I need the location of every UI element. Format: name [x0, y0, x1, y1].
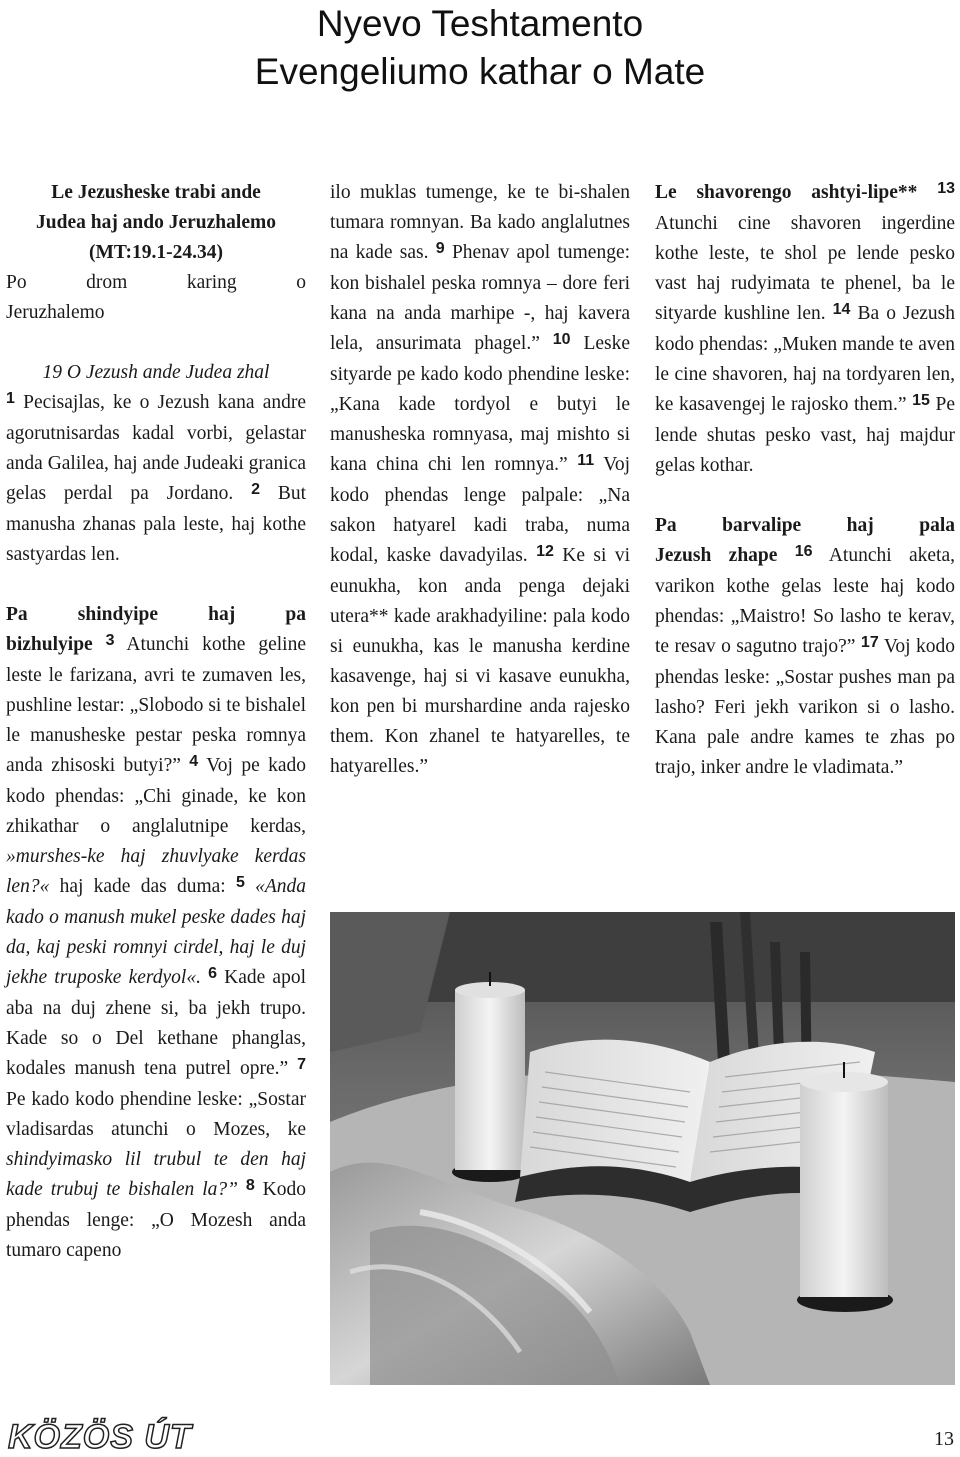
verse-text: bizhulyipe $^3$ Atunchi kothe geline leste le farizana, avri te zumaven les, pushline lestar: „Slobodo si te bishalel le manusheske pestar peska romnya anda zhisoski butyi?” $^4$ Voj pe kado kodo phendas: „Chi ginade, ke kon zhikathar o anglalutnipe kerdas, »murshes-ke haj zhuvlyake kerdas len?« haj kade das duma: $^5$ «Anda kado o manush mukel peske dades haj da, kaj peski romnyi cirdel, haj le duj jekhe truposke kerdyol«. $^6$ Kade apol aba na duj zhene si, ba jekh trupo. Kade so o Del kethane phanglas, kodales manush tena putrel opre.” $^7$ Pe kado kodo phendine leske: „Sostar vladisardas atunchi o Mozes, ke shindyimasko lil trubul te den haj kade trubuj te bishalen la?” $^8$ Kodo phendas lenge: „O Mozesh anda tumaro capeno [6, 632, 307, 1261]
verse-number: 14 [832, 301, 851, 318]
verse-number: 10 [552, 331, 571, 348]
page-title [0, 0, 960, 96]
title-line-2: Evengeliumo kathar o Mate [254, 51, 706, 92]
verse-number: 6 [208, 965, 217, 982]
verse-number: 15 [912, 392, 930, 409]
verse-number: 9 [435, 240, 445, 257]
verse-number: 4 [189, 753, 199, 770]
verse-number: 5 [235, 874, 245, 891]
verse-number: 11 [577, 452, 595, 469]
verse-number: 17 [860, 634, 879, 651]
section-heading: Pa barvalipe haj pala [655, 515, 955, 536]
column-1 [6, 178, 306, 1266]
verse-number: 1 [6, 390, 15, 407]
page-number: 13 [934, 1428, 954, 1450]
verse-number: 13 [937, 180, 955, 197]
verse-number: 2 [251, 481, 260, 498]
chapter-intro: 19 O Jezush ande Judea zhal [42, 362, 270, 383]
verse-text: ilo muklas tumenge, ke te bi-shalen tumara romnyan. Ba kado anglalutnes na kade sas. $^9$ Phenav apol tumenge: kon bishalel peska romnya – dore feri kana na anda marhipe -, haj kavera lela, ansurimata phagel.” $^{10}$ Leske sityarde pe kado kodo phendine leske: „Kana kade tordyol e butyi le manusheska romnyasa, maj mishto si kana china chi len romnya.” $^{11}$ Voj kodo phendas lenge palpale: „Na sakon hatyarel kadi traba, numa kodal, kaske davadyilas. $^{12}$ Ke si vi eunukha, kon anda penga dejaki utera** kade arakhadyiline: pala kodo si eunukha, kas le manusha kerdine kasavenge, haj si vi kasave eunukha, kon pen bi murshardine anda rajesko them. Kon zhanel te hatyarelles, te hatyarelles.” [330, 182, 631, 777]
photo-illustration [330, 912, 955, 1385]
verse-number: 8 [245, 1177, 255, 1194]
column-3 [655, 178, 955, 783]
verse-text: Jezush zhape $^{16}$ Atunchi aketa, varikon kothe gelas leste haj kodo phendas: „Maistro! So lasho te kerav, te resav o sagutno trajo?” $^{17}$ Voj kodo phendas leske: „Sostar pushes man pa lasho? Feri jekh varikon si o lasho. Kana pale andre kames te zhas po trajo, inker andre le vladimata.” [655, 543, 956, 778]
verse-number: 16 [794, 543, 813, 560]
verse-number: 7 [297, 1056, 307, 1073]
section-heading: Pa shindyipe haj pa [6, 604, 306, 625]
column-2 [330, 178, 630, 782]
verse-text: Le shavorengo ashtyi-lipe** $^{13}$ Atunchi cine shavoren ingerdine kothe leste, te shol pe lende pesko vast haj rudyimata te phenel, ba le sityarde kushline len. $^{14}$ Ba o Jezush kodo phendas: „Muken mande te aven le cine shavoren, haj na tordyaren len, ke kasavengej le rajosko them.” $^{15}$ Pe lende shutas pesko vast, haj majdur gelas kothar. [655, 180, 956, 476]
verse-number: 3 [105, 632, 115, 649]
magazine-logo: KÖZÖS ÚT [8, 1418, 192, 1456]
verse-number: 12 [536, 543, 554, 560]
title-line-1: Nyevo Teshtamento [316, 3, 644, 44]
section-heading: Le shavorengo ashtyi-lipe** [655, 182, 918, 203]
section-heading: Le Jezusheske trabi ande Judea haj ando Jeruzhalemo (MT:19.1-24.34) [36, 182, 276, 263]
verse-text: $^1$ Pecisajlas, ke o Jezush kana andre agorutnisardas kadal vorbi, gelastar anda Galilea, haj ande Judeaki granica gelas perdal pa Jordano. $^2$ But manusha zhanas pala leste, haj kothe sastyardas len. [6, 390, 307, 565]
section-subheading: Po drom karing o [6, 272, 306, 293]
section-subheading-cont: Jeruzhalemo [6, 302, 105, 323]
candles-bible-photo [330, 912, 955, 1385]
